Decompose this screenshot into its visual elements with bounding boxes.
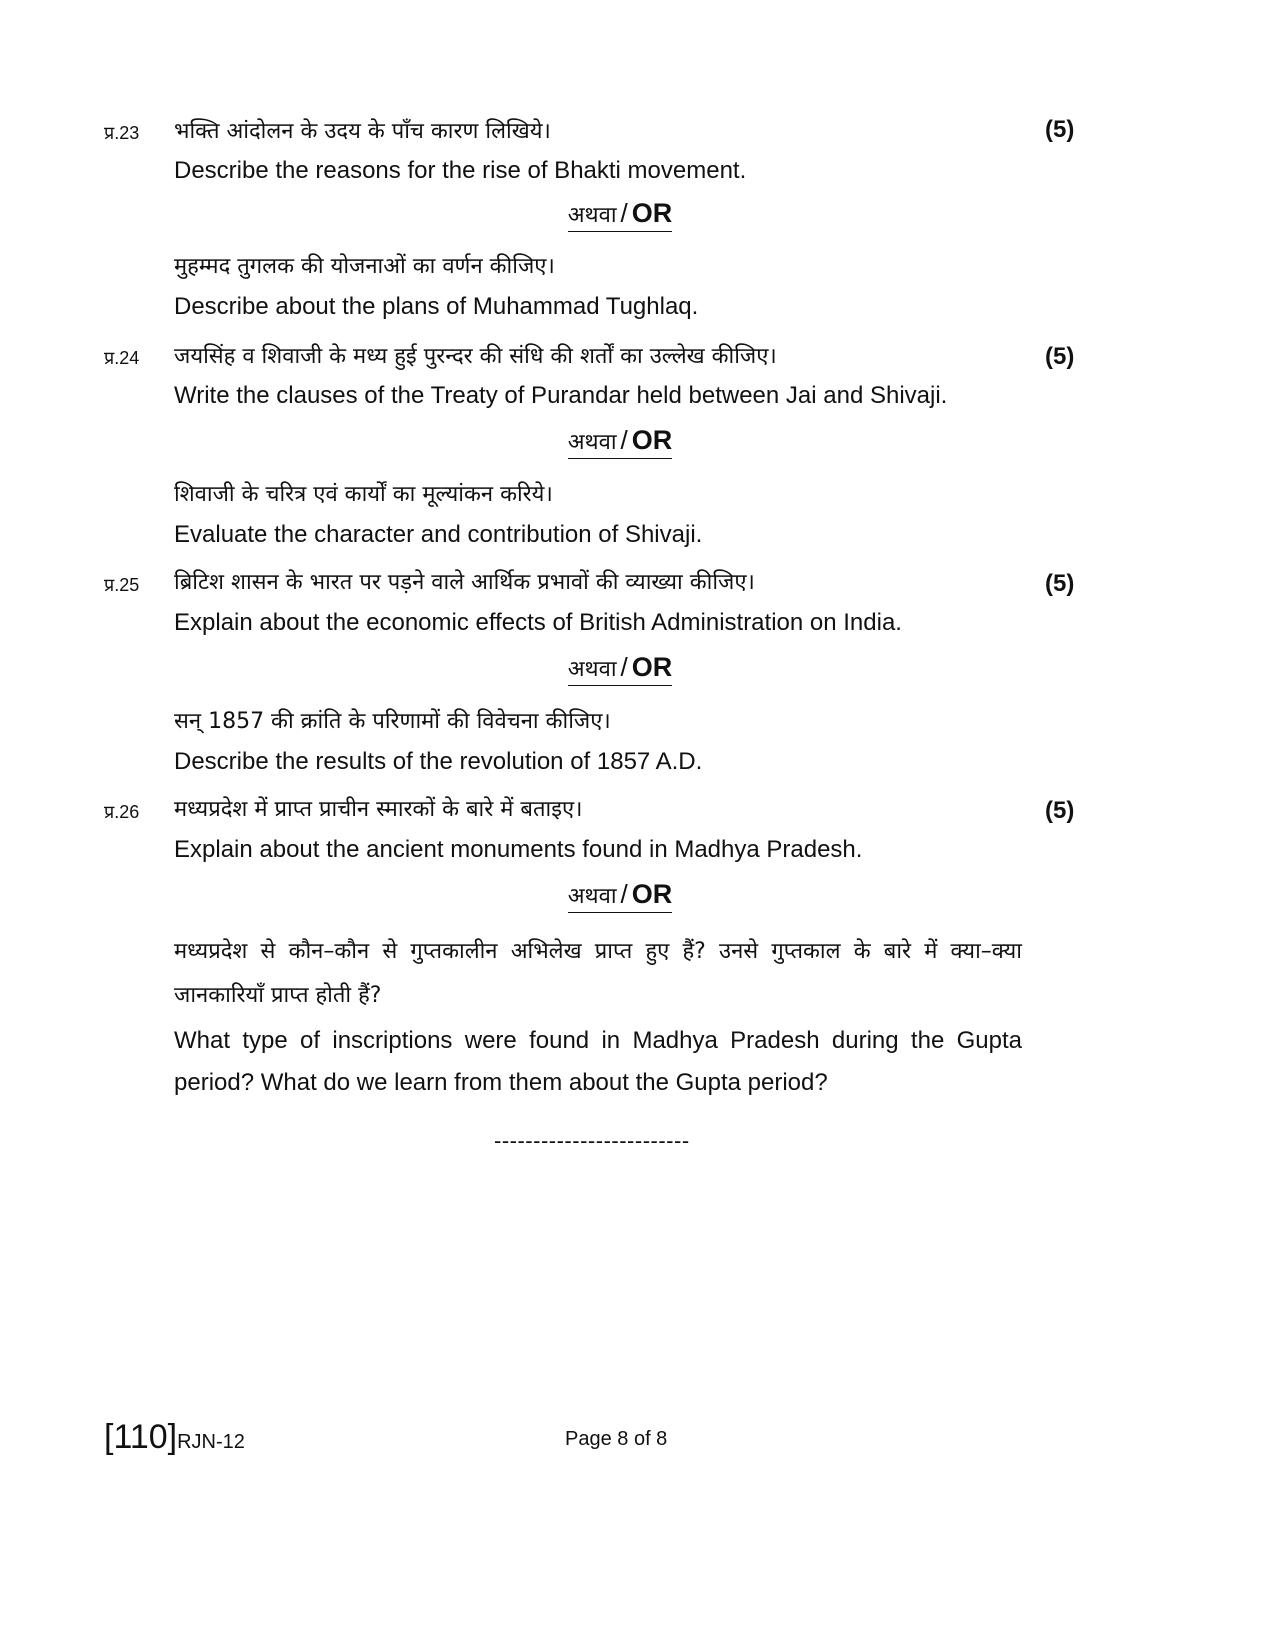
question-number: प्र.24 xyxy=(104,348,140,368)
alternative-question-hindi: सन् 1857 की क्रांति के परिणामों की विवेचना कीजिए। xyxy=(174,709,611,734)
or-label-english: OR xyxy=(631,198,673,228)
paper-code-number: [110] xyxy=(104,1418,178,1456)
or-separator xyxy=(520,652,720,686)
question-text-english: Describe the reasons for the rise of Bhakti movement. xyxy=(174,157,747,184)
question-text-hindi: मध्यप्रदेश में प्राप्त प्राचीन स्मारकों के बारे में बताइए। xyxy=(174,797,583,822)
question-text-hindi: ब्रिटिश शासन के भारत पर पड़ने वाले आर्थिक प्रभावों की व्याख्या कीजिए। xyxy=(174,570,755,595)
or-label-english: OR xyxy=(631,425,673,455)
question-number: प्र.23 xyxy=(104,123,140,143)
question-marks: (5) xyxy=(1045,116,1075,143)
or-slash: / xyxy=(620,879,628,909)
paper-code-series: RJN-12 xyxy=(177,1431,245,1453)
or-label-hindi: अथवा xyxy=(567,884,617,909)
question-number: प्र.26 xyxy=(104,802,140,822)
question-text-english: Explain about the economic effects of British Administration on India. xyxy=(174,609,902,636)
alternative-question-hindi: शिवाजी के चरित्र एवं कार्यों का मूल्यांकन करिये। xyxy=(174,482,553,507)
question-text-english: Write the clauses of the Treaty of Purandar held between Jai and Shivaji. xyxy=(174,382,948,409)
question-text-hindi: जयसिंह व शिवाजी के मध्य हुई पुरन्दर की संधि की शर्तों का उल्लेख कीजिए। xyxy=(174,344,777,369)
end-of-paper-rule: ------------------------- xyxy=(494,1128,690,1153)
question-marks: (5) xyxy=(1045,570,1075,597)
alternative-question-hindi: मध्यप्रदेश से कौन–कौन से गुप्तकालीन अभिलेख प्राप्त हुए हैं? उनसे गुप्तकाल के बारे में क्या–क्या जानकारियाँ प्राप्त होती हैं? xyxy=(174,939,1022,1008)
alternative-question-english: What type of inscriptions were found in Madhya Pradesh during the Gupta period? What do we learn from them about the Gupta period? xyxy=(174,1027,1022,1096)
question-text-hindi: भक्ति आंदोलन के उदय के पाँच कारण लिखिये। xyxy=(174,119,551,144)
or-separator xyxy=(520,425,720,459)
alternative-question-english: Describe the results of the revolution of 1857 A.D. xyxy=(174,748,703,775)
or-slash: / xyxy=(620,652,628,682)
or-separator xyxy=(520,198,720,232)
or-slash: / xyxy=(620,425,628,455)
or-label-hindi: अथवा xyxy=(567,657,617,682)
page-number: Page 8 of 8 xyxy=(565,1428,668,1450)
or-separator xyxy=(520,879,720,913)
question-number: प्र.25 xyxy=(104,575,140,595)
question-marks: (5) xyxy=(1045,797,1075,824)
or-label-english: OR xyxy=(631,879,673,909)
or-slash: / xyxy=(620,198,628,228)
alternative-question-hindi: मुहम्मद तुगलक की योजनाओं का वर्णन कीजिए। xyxy=(174,254,555,279)
alternative-question-english: Describe about the plans of Muhammad Tughlaq. xyxy=(174,293,699,320)
question-text-english: Explain about the ancient monuments found in Madhya Pradesh. xyxy=(174,836,863,863)
or-label-english: OR xyxy=(631,652,673,682)
paper-code xyxy=(104,1418,245,1457)
or-label-hindi: अथवा xyxy=(567,430,617,455)
or-label-hindi: अथवा xyxy=(567,203,617,228)
alternative-question-english: Evaluate the character and contribution of Shivaji. xyxy=(174,521,703,548)
question-marks: (5) xyxy=(1045,343,1075,370)
